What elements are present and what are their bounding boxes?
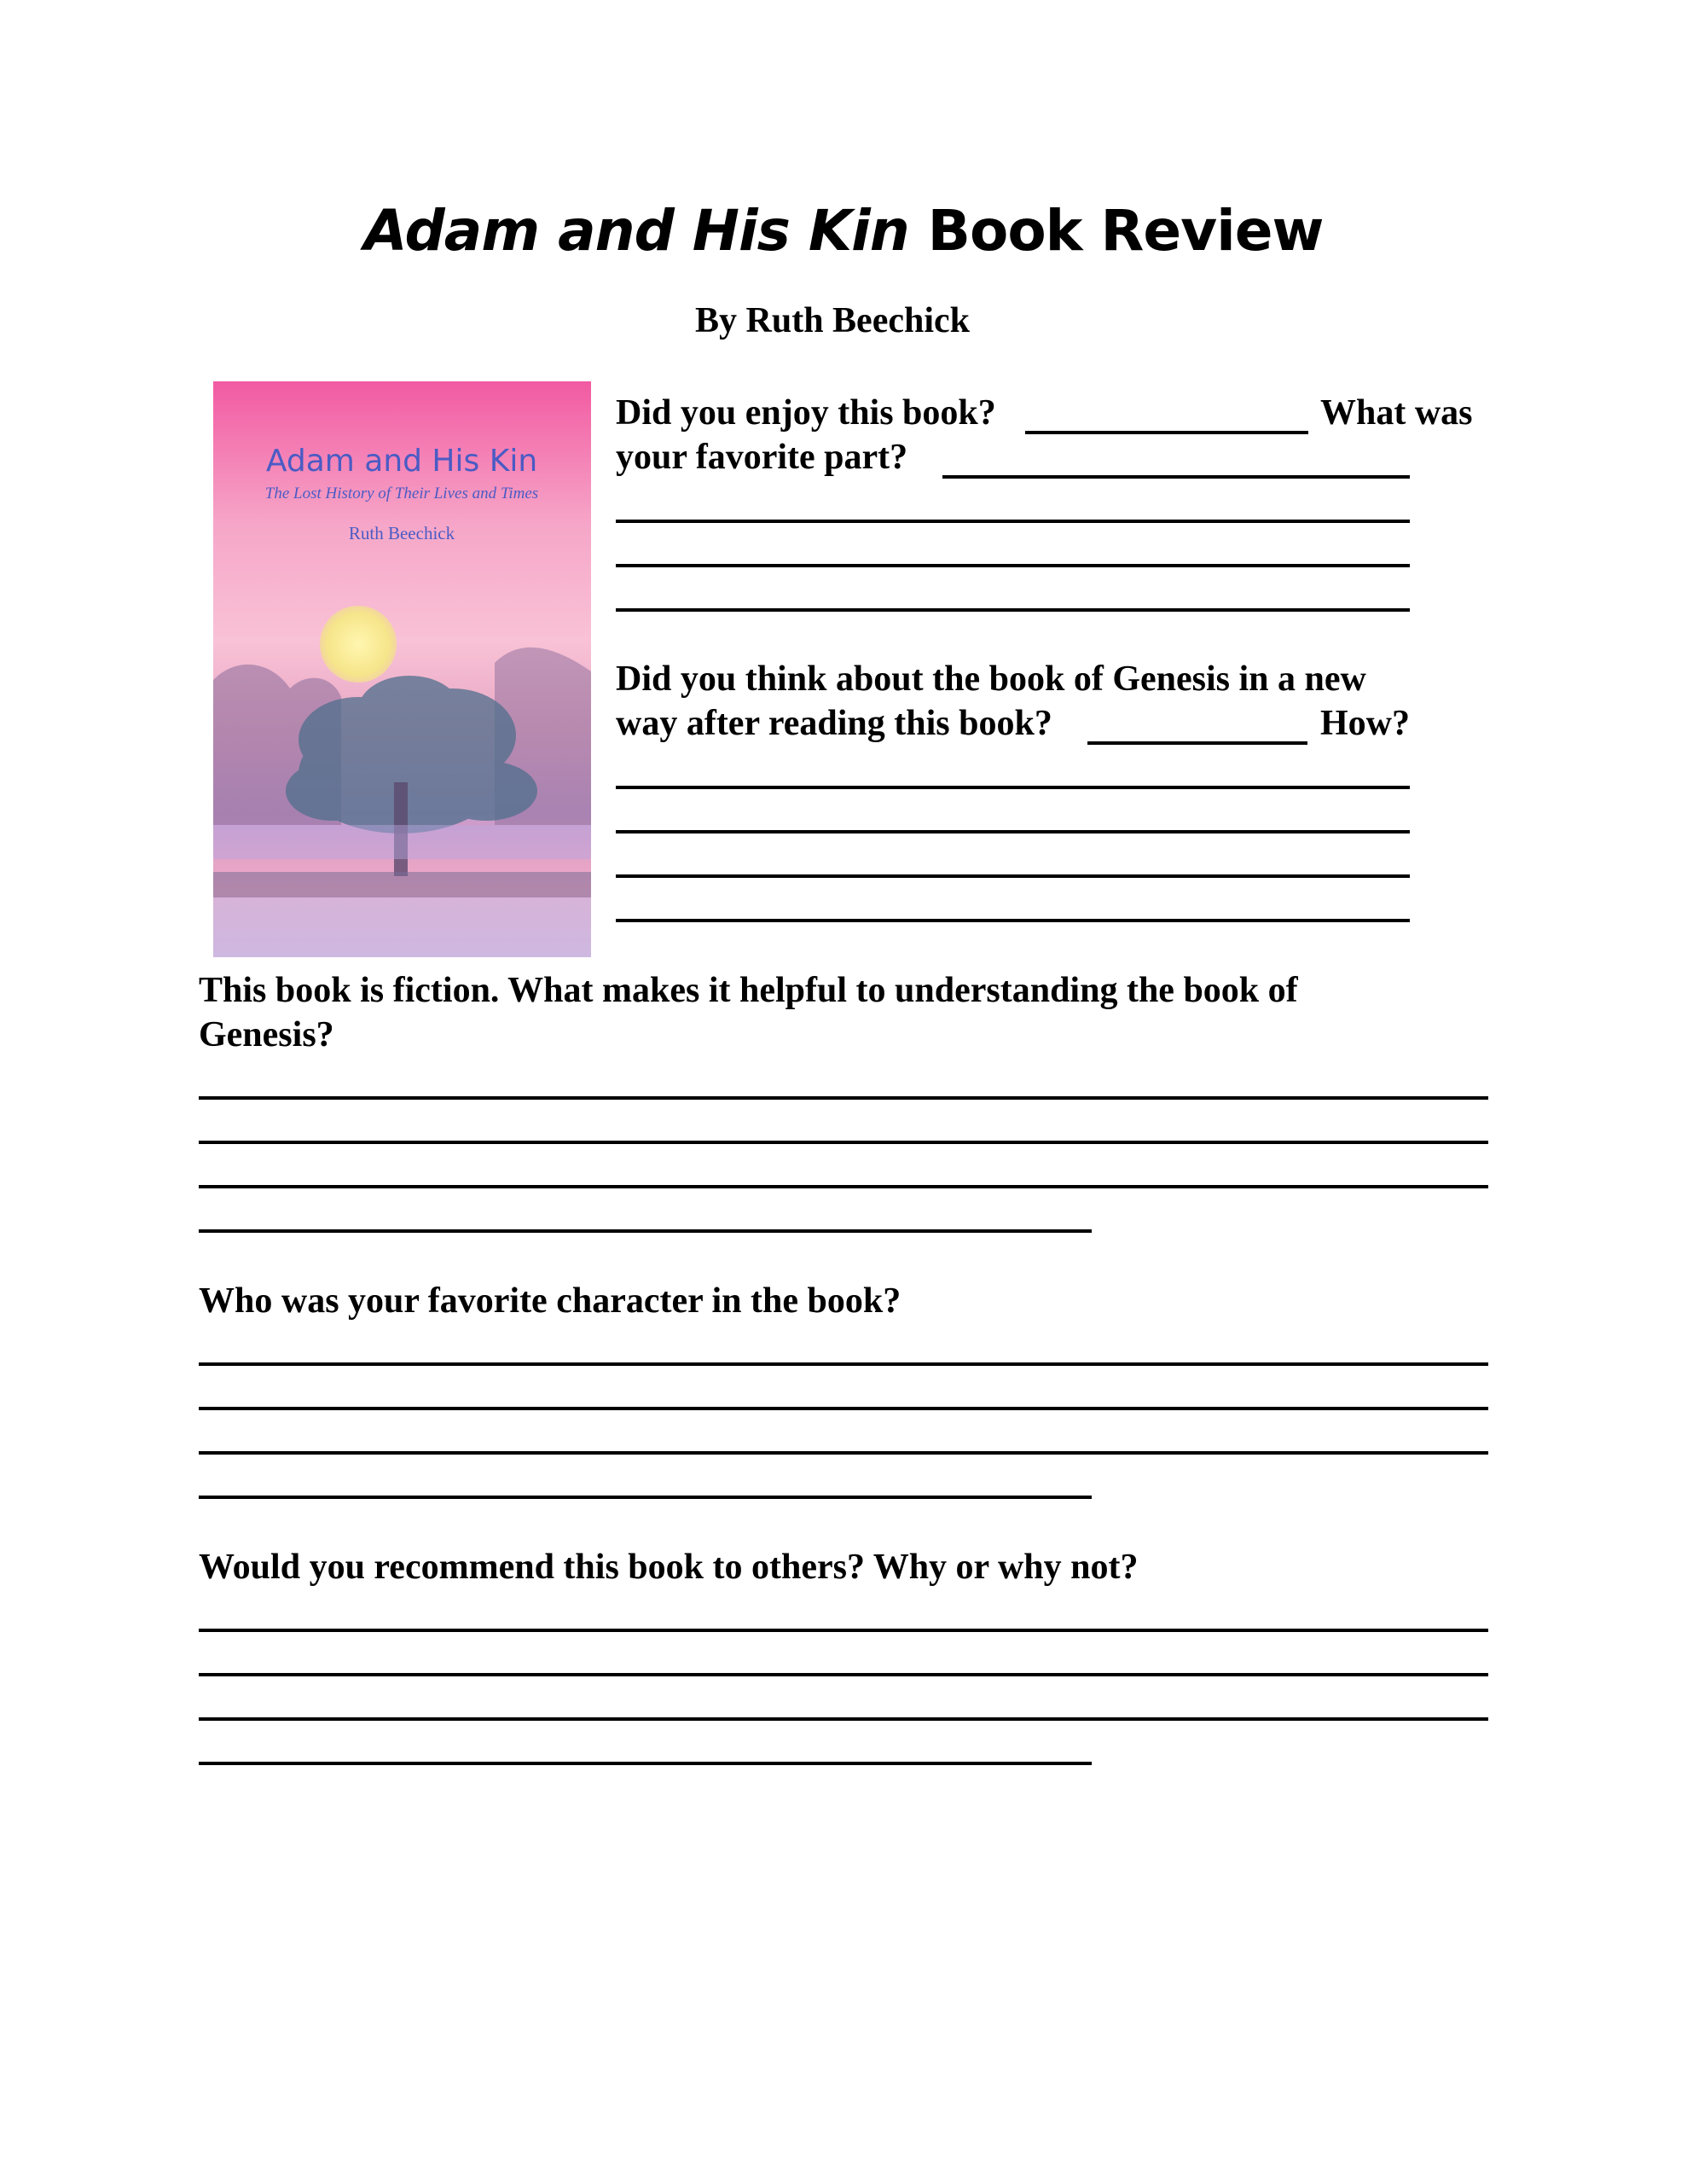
answer-line[interactable] [199,1407,1488,1410]
answer-line[interactable] [199,1096,1488,1100]
question-fiction-b: Genesis? [199,1015,334,1054]
answer-line[interactable] [199,1362,1488,1366]
answer-line[interactable] [616,608,1410,612]
question-how: How? [1320,704,1410,743]
title-suffix: Book Review [927,198,1324,264]
question-favorite-character: Who was your favorite character in the book? [199,1281,901,1321]
byline: By Ruth Beechick [695,301,971,340]
answer-line[interactable] [199,1629,1488,1632]
title-book-name: Adam and His Kin [363,198,909,264]
answer-line[interactable] [616,919,1410,922]
answer-line[interactable] [616,830,1410,834]
answer-line[interactable] [199,1141,1488,1144]
answer-line[interactable] [199,1496,1092,1499]
cover-subtitle: The Lost History of Their Lives and Times [264,485,539,502]
question-genesis-new-way-a: Did you think about the book of Genesis in a new [616,659,1366,699]
question-favorite-part-a: What was [1320,393,1473,433]
question-recommend: Would you recommend this book to others? Why or why not? [199,1548,1139,1587]
cover-author: Ruth Beechick [348,523,455,543]
book-cover-image [213,381,591,957]
answer-line[interactable] [1087,741,1307,745]
answer-line[interactable] [199,1229,1092,1233]
answer-line[interactable] [199,1451,1488,1455]
question-genesis-new-way-b: way after reading this book? [616,704,1052,743]
cover-title: Adam and His Kin [265,444,538,479]
answer-line[interactable] [199,1717,1488,1721]
answer-line[interactable] [616,564,1410,567]
question-enjoy: Did you enjoy this book? [616,393,996,433]
answer-line[interactable] [616,786,1410,789]
answer-line[interactable] [199,1185,1488,1188]
question-favorite-part-b: your favorite part? [616,438,908,477]
answer-line[interactable] [616,520,1410,523]
answer-line[interactable] [199,1673,1488,1676]
question-fiction-a: This book is fiction. What makes it helpful to understanding the book of [199,971,1298,1010]
answer-line[interactable] [199,1762,1092,1765]
answer-line[interactable] [942,475,1410,479]
answer-line-enjoy[interactable] [1025,431,1308,434]
page-title [0,198,1687,264]
answer-line[interactable] [616,874,1410,878]
